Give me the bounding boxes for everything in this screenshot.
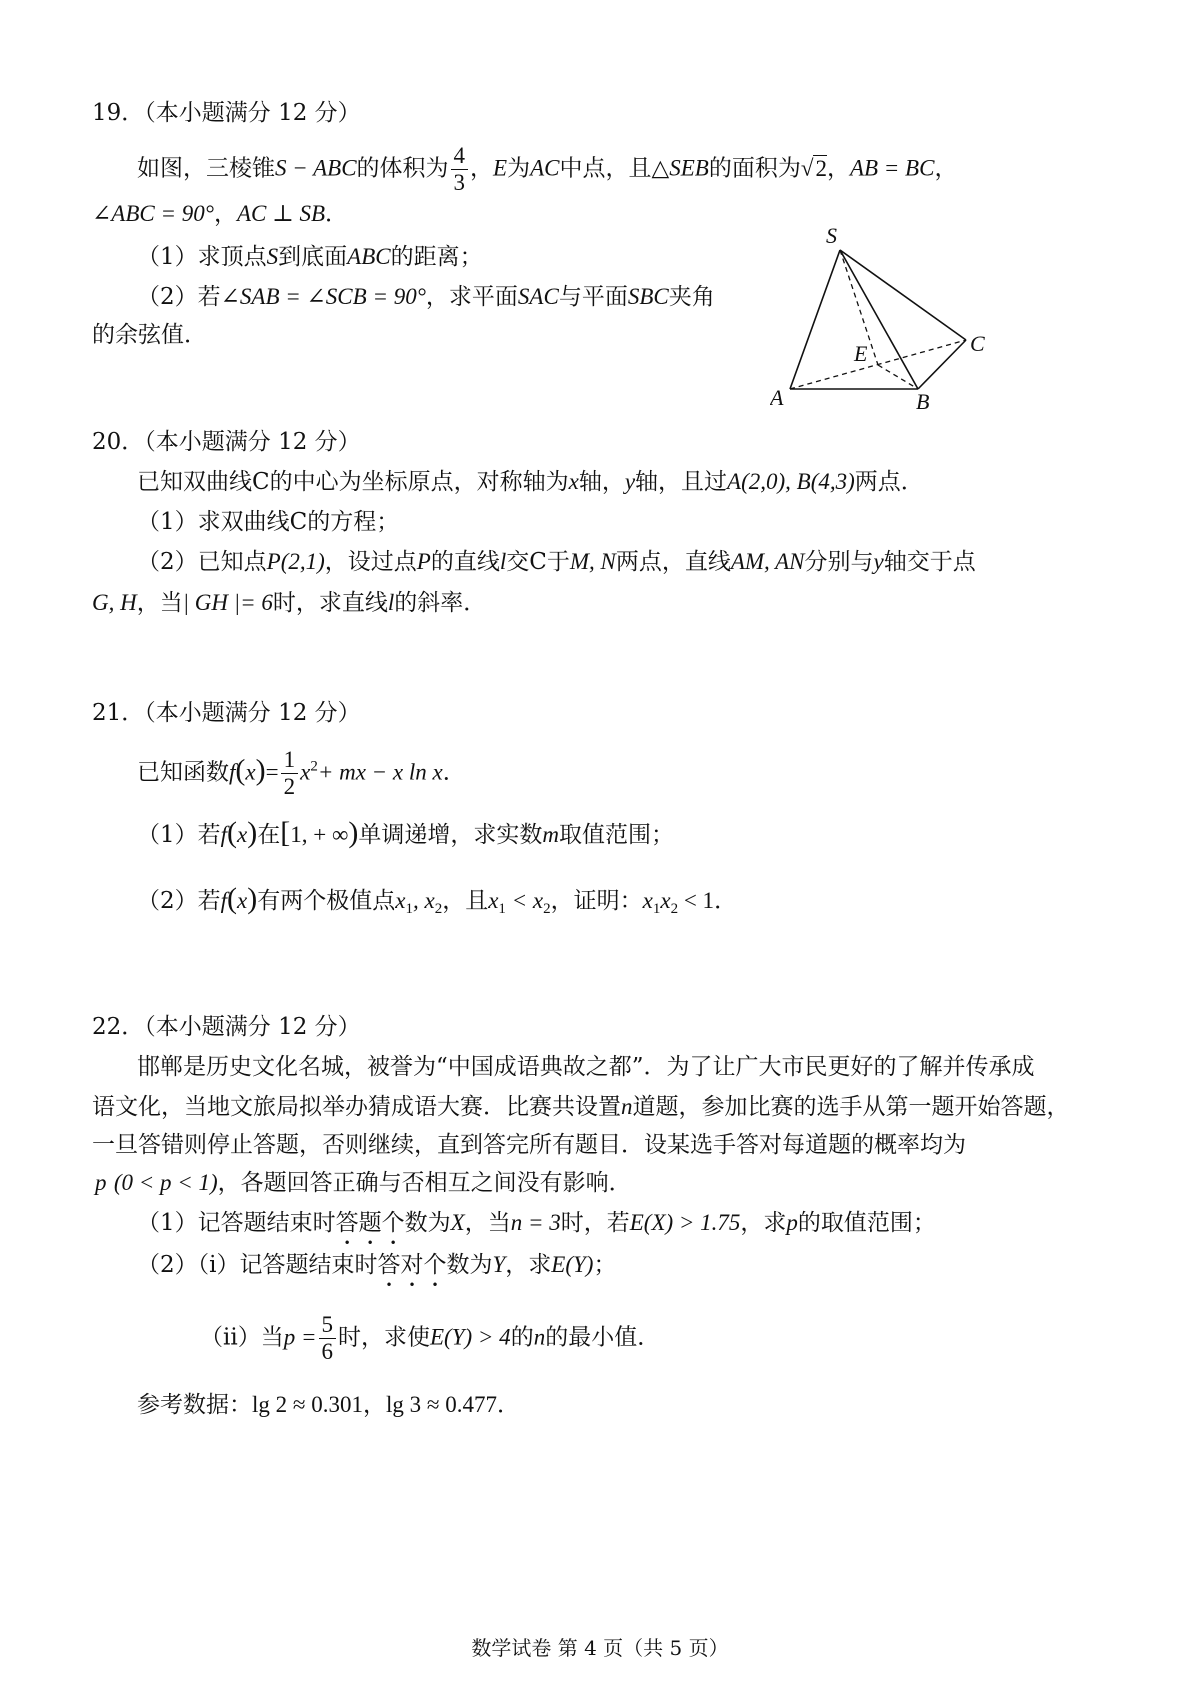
q21-sub: 2 xyxy=(543,901,551,917)
q22-emphasis: 答题个 xyxy=(335,1210,405,1236)
q19-text: ． xyxy=(325,201,349,227)
label-B: B xyxy=(916,389,930,414)
q22-math: E(Y) xyxy=(551,1252,594,1277)
q19-math: S xyxy=(266,244,279,269)
q20-math: M, N xyxy=(569,549,616,574)
q21-sup: 2 xyxy=(310,758,318,775)
label-S: S xyxy=(826,223,837,248)
q19-sqrt-body: 2 xyxy=(815,155,827,181)
q20-text: ，当 xyxy=(136,590,183,616)
q19-math: SBC xyxy=(627,284,669,309)
q22-line4 xyxy=(95,1168,632,1198)
q21-math: x xyxy=(237,888,248,913)
q20-math: P(2,1) xyxy=(266,549,325,574)
q19-math: S − ABC xyxy=(275,155,357,181)
q22-text: ，求 xyxy=(505,1252,552,1278)
q20-text: 轴， xyxy=(578,469,625,495)
q21-text: ，且 xyxy=(442,888,489,914)
q21-math: < x xyxy=(505,888,544,913)
label-C: C xyxy=(970,331,985,356)
q20-math: P xyxy=(416,549,431,574)
pyramid-figure xyxy=(770,215,1020,415)
q19-math: SEB xyxy=(669,155,709,181)
q19-text: （2）若 xyxy=(137,284,221,310)
q19-math: SAC xyxy=(517,284,559,309)
q21-part2 xyxy=(137,884,737,924)
q19-math: AB = BC xyxy=(849,155,935,181)
q21-text: 在 xyxy=(257,822,281,848)
q20-part1: （1）求双曲线C的方程； xyxy=(137,509,400,535)
q19-text: 的面积为 xyxy=(708,155,801,182)
q21-math: = xyxy=(265,759,279,785)
q21-paren: ( xyxy=(227,882,238,915)
q22-fraction-num: 5 xyxy=(319,1312,337,1339)
q21-paren: ) xyxy=(247,882,258,915)
q19-text: 到底面 xyxy=(278,244,348,270)
q21-part1 xyxy=(137,818,674,850)
q22-part1 xyxy=(137,1208,936,1250)
q20-text: 轴，且过 xyxy=(635,469,728,495)
q21-text: 已知函数 xyxy=(137,759,229,786)
label-A: A xyxy=(770,385,784,410)
q21-math: x xyxy=(300,759,311,785)
q19-fraction-num: 4 xyxy=(451,143,469,170)
q22-line2 xyxy=(92,1092,1070,1122)
q20-text: 已知双曲线C的中心为坐标原点，对称轴为 xyxy=(137,469,569,495)
q22-text: ． xyxy=(497,1392,521,1418)
q19-text: ， xyxy=(213,201,237,227)
q22-text: （ii）当 xyxy=(200,1324,284,1351)
q22-math: lg 3 ≈ 0.477 xyxy=(386,1392,498,1417)
q19-header: 19．（本小题满分 12 分） xyxy=(92,100,361,126)
q22-text: （2）（i）记答题结束时 xyxy=(137,1252,378,1278)
q22-math: lg 2 ≈ 0.301 xyxy=(252,1392,364,1417)
q22-line1: 邯郸是历史文化名城，被誉为“中国成语典故之都”．为了让广大市民更好的了解并传承成 xyxy=(137,1054,1035,1080)
q19-text: ， xyxy=(826,155,850,182)
q22-fraction-den: 6 xyxy=(321,1339,333,1364)
q21-math: f xyxy=(229,759,236,785)
q22-math: p xyxy=(786,1210,798,1235)
q21-math: x xyxy=(237,822,248,847)
q19-text: ，求平面 xyxy=(425,284,518,310)
q22-text: 时，若 xyxy=(560,1210,630,1236)
q21-math: f xyxy=(220,888,228,913)
q20-text: 两点． xyxy=(854,469,924,495)
q19-math: ∠ABC = 90° xyxy=(92,201,214,226)
q22-math: E(X) > 1.75 xyxy=(629,1210,741,1235)
q22-text: ， xyxy=(363,1392,387,1418)
q19-math: AC xyxy=(530,155,560,181)
q20-math: x xyxy=(568,469,579,494)
q20-header: 20．（本小题满分 12 分） xyxy=(92,429,361,455)
q22-text: ，当 xyxy=(464,1210,511,1236)
q22-text: 的最小值． xyxy=(545,1324,661,1351)
q22-math: n xyxy=(533,1324,546,1350)
q21-math: x xyxy=(245,759,256,785)
q21-text: 取值范围； xyxy=(559,822,674,848)
q21-paren: ( xyxy=(227,816,238,849)
q20-text: 两点，直线 xyxy=(615,549,731,575)
q20-text: （2）已知点 xyxy=(137,549,267,575)
q19-sqrt-sign: √ xyxy=(800,155,814,181)
q20-math: y xyxy=(624,469,636,494)
q20-part2 xyxy=(137,547,976,577)
q21-paren: ) xyxy=(348,816,359,849)
edge-SB xyxy=(840,250,918,389)
q20-line3 xyxy=(92,588,486,618)
q19-text: ， xyxy=(934,155,958,182)
q22-fraction xyxy=(319,1312,337,1365)
q19-text: 的距离； xyxy=(390,244,483,270)
q21-header: 21．（本小题满分 12 分） xyxy=(92,700,361,726)
q20-text: 分别与 xyxy=(804,549,874,575)
q20-math: AM, AN xyxy=(730,549,805,574)
q19-text: 夹角 xyxy=(668,284,715,310)
q20-text: 的斜率． xyxy=(394,590,487,616)
q22-text: 数为 xyxy=(404,1210,451,1236)
label-E: E xyxy=(854,341,868,366)
q22-text: （1）记答题结束时 xyxy=(137,1210,336,1236)
q20-math: l xyxy=(387,590,395,615)
q19-text: 中点，且△ xyxy=(559,155,670,182)
q21-math: f xyxy=(220,822,228,847)
q22-math: (0 < p < 1) xyxy=(113,1170,218,1195)
q21-line1 xyxy=(137,747,466,800)
q20-text: 的直线 xyxy=(430,549,500,575)
q21-sub: 2 xyxy=(670,901,679,917)
q21-math: m xyxy=(542,822,559,847)
q20-math: y xyxy=(873,549,884,574)
q21-math: x xyxy=(395,888,406,913)
q19-part2-cont: 的余弦值． xyxy=(92,322,207,348)
q20-text: 轴交于点 xyxy=(883,549,976,575)
q21-sub: 2 xyxy=(434,901,443,917)
q21-text: 单调递增，求实数 xyxy=(358,822,543,848)
q22-math: n xyxy=(621,1094,633,1119)
q22-text: ； xyxy=(593,1252,617,1278)
q19-text: （1）求顶点 xyxy=(137,244,267,270)
q21-bracket: [ xyxy=(280,816,291,849)
q22-line3: 一旦答错则停止答题，否则继续，直到答完所有题目．设某选手答对每道题的概率均为 xyxy=(92,1132,966,1158)
q22-text: 时，求使 xyxy=(338,1324,430,1351)
q20-math: | GH |= 6 xyxy=(182,590,273,615)
q19-text: 如图，三棱锥 xyxy=(137,155,275,182)
q22-text: 参考数据： xyxy=(137,1392,252,1418)
q22-math: E(Y) > 4 xyxy=(430,1324,511,1350)
q21-sub: 1 xyxy=(498,901,506,917)
q20-math: l xyxy=(499,549,507,574)
q19-math: AC ⊥ SB xyxy=(236,201,326,226)
q20-math: A(2,0), B(4,3) xyxy=(727,469,855,494)
q22-text: 语文化，当地文旅局拟举办猜成语大赛．比赛共设置 xyxy=(92,1094,621,1120)
page-footer: 数学试卷 第 4 页（共 5 页） xyxy=(471,1636,729,1660)
q22-math: p = xyxy=(283,1324,317,1350)
edge-SA xyxy=(790,250,840,389)
q21-text: （1）若 xyxy=(137,822,221,848)
q19-math: ABC xyxy=(347,244,391,269)
q22-text: ，各题回答正确与否相互之间没有影响． xyxy=(217,1170,632,1196)
q21-sub: 1 xyxy=(405,901,413,917)
q22-math: n = 3 xyxy=(510,1210,561,1235)
q21-paren: ( xyxy=(235,753,246,787)
q21-math: < 1 xyxy=(678,888,715,913)
q19-text: 的体积为 xyxy=(356,155,449,182)
q19-fraction xyxy=(451,143,469,196)
q19-text: ， xyxy=(470,155,494,182)
q19-math: E xyxy=(493,155,508,181)
q19-text: 与平面 xyxy=(558,284,628,310)
q19-fraction-den: 3 xyxy=(453,170,466,195)
q21-text: （2）若 xyxy=(137,888,221,914)
q19-math: ∠SAB = ∠SCB = 90° xyxy=(220,284,426,309)
q22-text: 的 xyxy=(510,1324,534,1351)
q22-part2ii xyxy=(200,1312,660,1365)
q21-fraction-num: 1 xyxy=(281,747,299,774)
q20-text: 交C于 xyxy=(506,549,570,575)
q22-header: 22．（本小题满分 12 分） xyxy=(92,1014,361,1040)
q19-line1 xyxy=(137,143,957,196)
q19-text: 为 xyxy=(507,155,531,182)
q21-fraction-den: 2 xyxy=(283,774,296,799)
edge-SC xyxy=(840,250,966,340)
q19-part2 xyxy=(137,282,715,312)
q22-text: 道题，参加比赛的选手从第一题开始答题， xyxy=(632,1094,1070,1120)
q22-math: p xyxy=(95,1170,107,1195)
q21-text: 有两个极值点 xyxy=(257,888,396,914)
q20-math: G, H xyxy=(92,590,137,615)
q20-text: 时，求直线 xyxy=(272,590,388,616)
q21-text: ． xyxy=(714,888,738,914)
q21-text: ，证明： xyxy=(550,888,643,914)
q21-sub: 1 xyxy=(652,901,661,917)
q20-line1 xyxy=(137,467,924,497)
q22-text: 数为 xyxy=(446,1252,493,1278)
q22-part2i xyxy=(137,1250,616,1292)
q22-text: 的取值范围； xyxy=(797,1210,936,1236)
q21-text: ． xyxy=(442,759,466,786)
q21-math: x xyxy=(660,888,671,913)
q22-emphasis: 答对个 xyxy=(377,1252,447,1278)
q22-reference xyxy=(137,1390,520,1420)
q22-math: X xyxy=(450,1210,465,1235)
q21-paren: ) xyxy=(247,816,258,849)
q21-math: x xyxy=(488,888,499,913)
q21-math: + mx − x ln x xyxy=(317,759,443,785)
q19-part1 xyxy=(137,242,483,272)
q19-line2 xyxy=(92,199,348,229)
q21-fraction xyxy=(281,747,299,800)
q22-text: ，求 xyxy=(740,1210,787,1236)
q21-paren: ) xyxy=(255,753,266,787)
q21-math: x xyxy=(642,888,653,913)
q21-math: , x xyxy=(412,888,435,913)
q21-math: 1, + ∞ xyxy=(290,822,349,847)
q20-text: ，设过点 xyxy=(324,549,417,575)
q22-math: Y xyxy=(492,1252,506,1277)
